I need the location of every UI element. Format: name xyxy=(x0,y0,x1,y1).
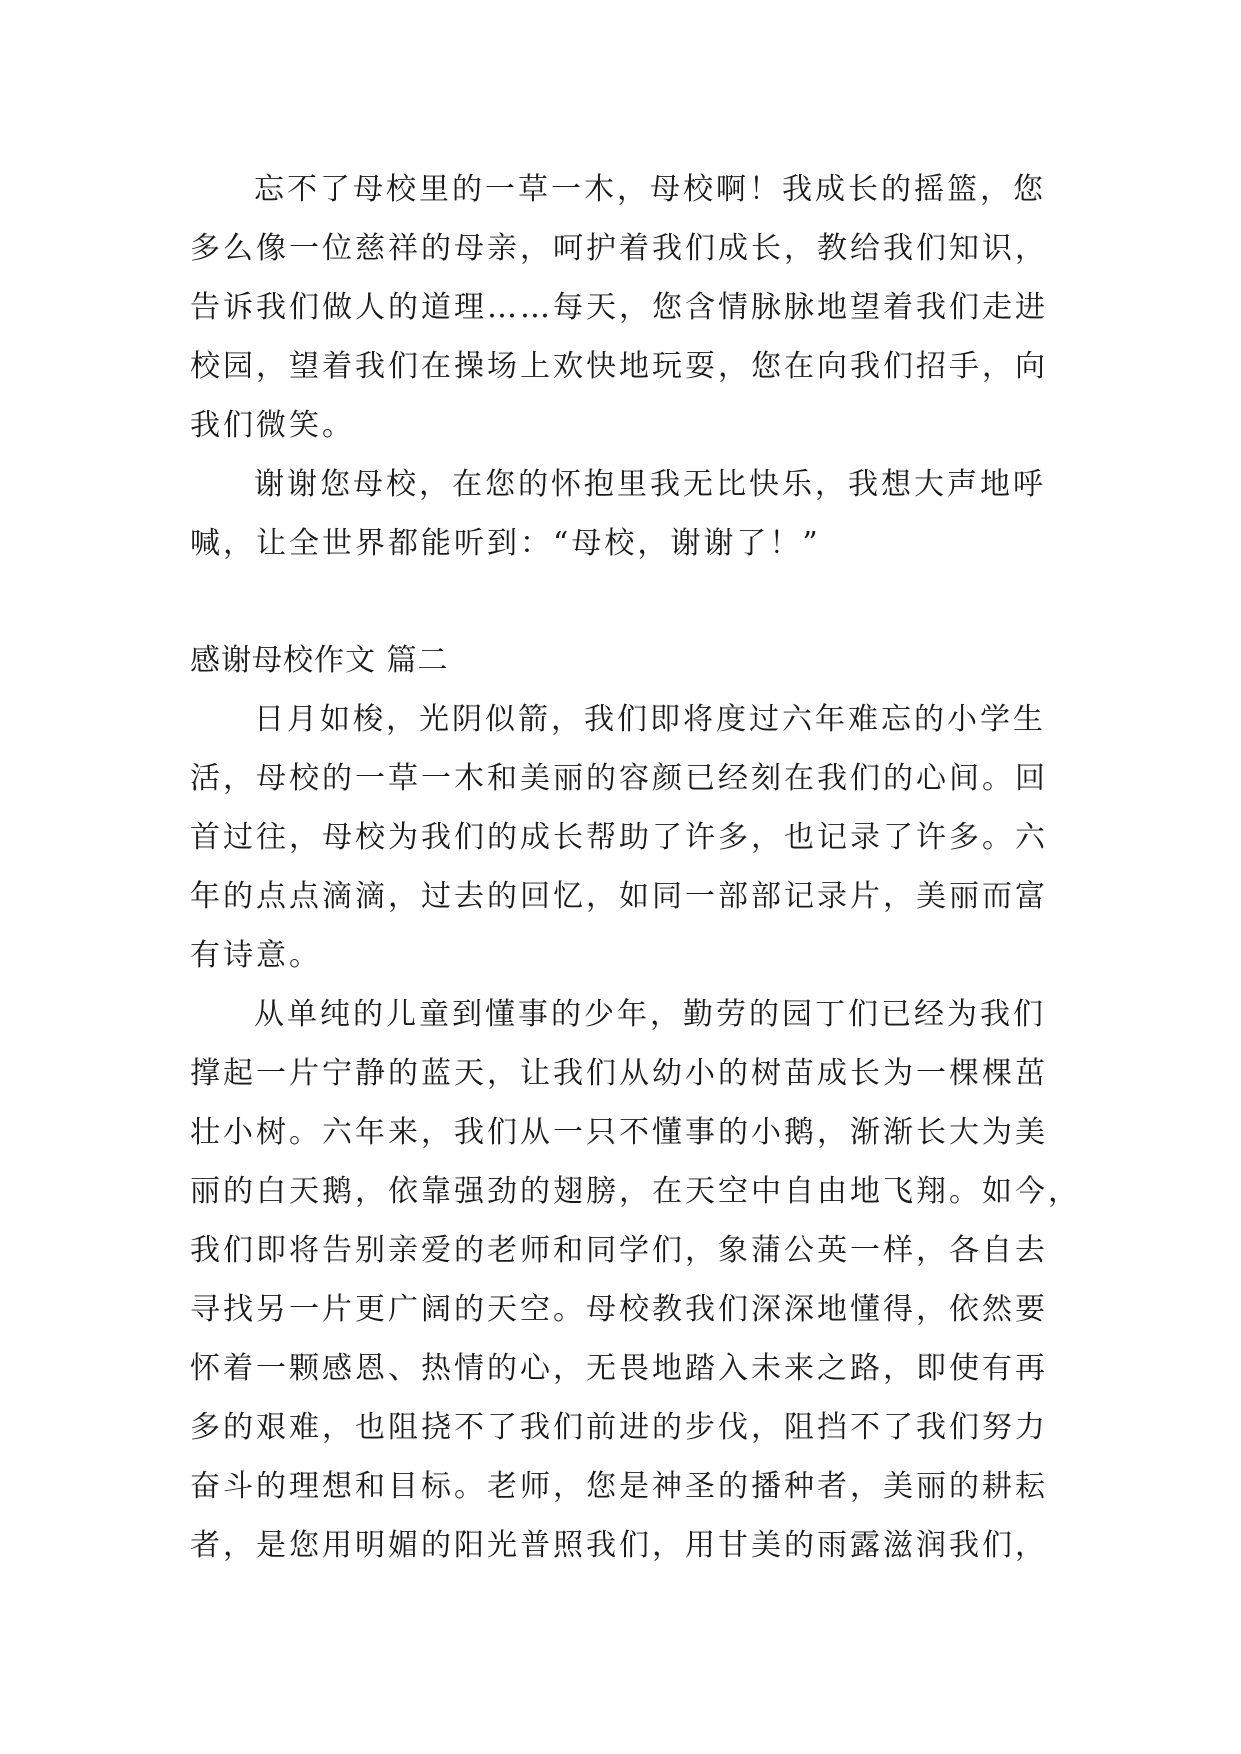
paragraph-line: 丽的白天鹅，依靠强劲的翅膀，在天空中自由地飞翔。如今， xyxy=(190,1174,1081,1209)
paragraph-line: 我们微笑。 xyxy=(190,408,355,443)
paragraph-line: 年的点点滴滴，过去的回忆，如同一部部记录片，美丽而富 xyxy=(190,879,1048,914)
paragraph-line: 首过往，母校为我们的成长帮助了许多，也记录了许多。六 xyxy=(190,820,1048,855)
document-page xyxy=(190,160,1081,1575)
paragraph-line: 校园，望着我们在操场上欢快地玩耍，您在向我们招手，向 xyxy=(190,349,1048,384)
paragraph-line: 撑起一片宁静的蓝天，让我们从幼小的树苗成长为一棵棵茁 xyxy=(190,1056,1048,1091)
paragraph-line: 多的艰难，也阻挠不了我们前进的步伐，阻挡不了我们努力 xyxy=(190,1410,1048,1445)
paragraph-line: 我们即将告别亲爱的老师和同学们，象蒲公英一样，各自去 xyxy=(190,1233,1048,1268)
paragraph-line: 从单纯的儿童到懂事的少年，勤劳的园丁们已经为我们 xyxy=(254,997,1046,1032)
paragraph-line: 多么像一位慈祥的母亲，呵护着我们成长，教给我们知识， xyxy=(190,231,1048,266)
section-gap xyxy=(190,573,1060,631)
paragraph-line: 壮小树。六年来，我们从一只不懂事的小鹅，渐渐长大为美 xyxy=(190,1115,1048,1150)
paragraph-3 xyxy=(190,690,1060,985)
paragraph-line: 活，母校的一草一木和美丽的容颜已经刻在我们的心间。回 xyxy=(190,761,1048,796)
paragraph-1 xyxy=(190,160,1060,455)
paragraph-4 xyxy=(190,985,1081,1575)
paragraph-line: 日月如梭，光阴似箭，我们即将度过六年难忘的小学生 xyxy=(254,702,1046,737)
paragraph-line: 怀着一颗感恩、热情的心，无畏地踏入未来之路，即使有再 xyxy=(190,1351,1048,1386)
section-heading: 感谢母校作文 篇二 xyxy=(190,643,449,678)
paragraph-line: 有诗意。 xyxy=(190,938,322,973)
paragraph-line: 奋斗的理想和目标。老师，您是神圣的播种者，美丽的耕耘 xyxy=(190,1469,1048,1504)
paragraph-line: 寻找另一片更广阔的天空。母校教我们深深地懂得，依然要 xyxy=(190,1292,1048,1327)
paragraph-line: 忘不了母校里的一草一木，母校啊！我成长的摇篮，您 xyxy=(254,172,1046,207)
paragraph-line: 喊，让全世界都能听到：“母校，谢谢了！” xyxy=(190,526,821,561)
paragraph-line: 谢谢您母校，在您的怀抱里我无比快乐，我想大声地呼 xyxy=(254,467,1046,502)
paragraph-line: 告诉我们做人的道理……每天，您含情脉脉地望着我们走进 xyxy=(190,290,1048,325)
paragraph-2 xyxy=(190,455,1060,573)
paragraph-line: 者，是您用明媚的阳光普照我们，用甘美的雨露滋润我们， xyxy=(190,1528,1048,1563)
